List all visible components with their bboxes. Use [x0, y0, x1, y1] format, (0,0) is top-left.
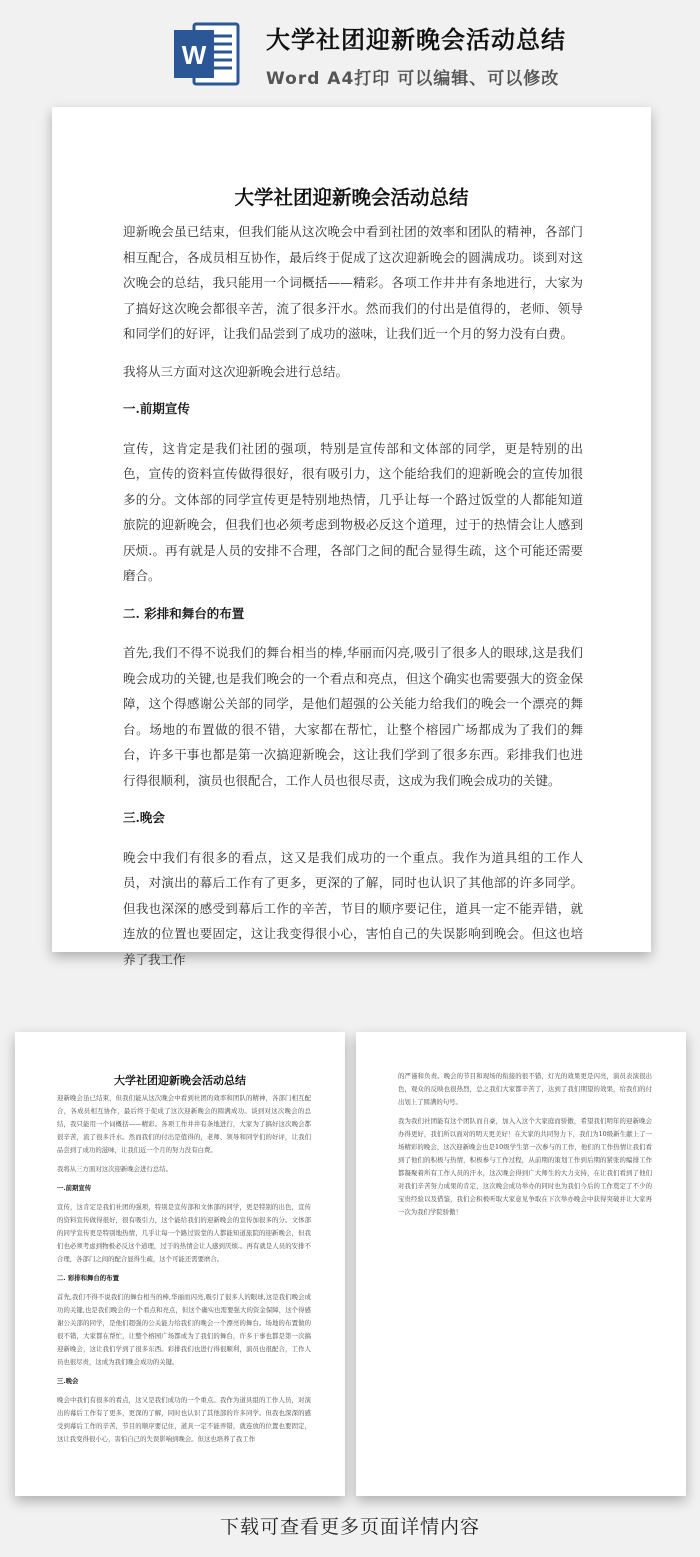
overview-paragraph: 我将从三方面对这次迎新晚会进行总结。	[123, 363, 349, 379]
document-page-preview	[52, 107, 651, 967]
header-subtitle: Word A4打印 可以编辑、可以修改	[266, 69, 560, 89]
page-thumbnail-2[interactable]	[356, 1032, 686, 1496]
document-body	[123, 219, 583, 984]
thumbnail-title: 大学社团迎新晚会活动总结	[114, 1074, 246, 1087]
thumbnail-overview: 我将从三方面对这次迎新晚会进行总结。	[57, 1165, 173, 1173]
thumbnail-2-body	[398, 1070, 652, 1225]
header-title: 大学社团迎新晚会活动总结	[266, 26, 566, 54]
thumbnail-section-2-heading: 二. 彩排和舞台的布置	[57, 1274, 119, 1282]
page-thumbnail-1[interactable]	[15, 1032, 345, 1496]
thumbnail-section-3-heading: 三.晚会	[57, 1377, 79, 1385]
section-3-heading: 三.晚会	[123, 810, 165, 825]
thumbnail-intro: 迎新晚会虽已结束，但我们能从这次晚会中看到社团的效率和团队的精神，各部门相互配合，各成员相互协作，最后终于促成了这次迎新晚会的圆满成功。谈到对这次晚会的总结，我只能用一个词概括——精彩。各项工作井井有条地进行，大家为了搞好这次晚会都很辛苦，流了很多汗水。然而我们的付出是值得的，老师、领导和同学们的好评，让我们品尝到了成功的滋味，让我们近一个月的努力没有白费。	[57, 1094, 311, 1154]
section-1-paragraph: 宣传，这肯定是我们社团的强项，特别是宣传部和文体部的同学，更是特别的出色，宣传的资料宣传做得很好，很有吸引力，这个能给我们的迎新晚会的宣传加很多的分。文体部的同学宣传更是特别地热情，几乎让每一个路过饭堂的人都能知道旅院的迎新晚会，但我们也必须考虑到物极必反这个道理，过于的热情会让人感到厌烦.。再有就是人员的安排不合理，各部门之间的配合显得生疏，这个可能还需要磨合。	[123, 440, 583, 583]
thumbnail-section-1-paragraph: 宣传，这肯定是我们社团的强项，特别是宣传部和文体部的同学，更是特别的出色，宣传的资料宣传做得很好，很有吸引力，这个能给我们的迎新晚会的宣传加很多的分。文体部的同学宣传更是特别地热情，几乎让每一个路过饭堂的人都能知道旅院的迎新晚会，但我们也必须考虑到物极必反这个道理，过于的热情会让人感到厌烦.。再有就是人员的安排不合理，各部门之间的配合显得生疏，这个可能还需要磨合。	[57, 1203, 311, 1263]
header	[0, 0, 700, 100]
word-icon-letter: W	[181, 40, 207, 70]
section-3-paragraph: 晚会中我们有很多的看点，这又是我们成功的一个重点。我作为道具组的工作人员，对演出的幕后工作有了更多，更深的了解，同时也认识了其他部的许多同学。但我也深深的感受到幕后工作的辛苦，节目的顺序要记住，道具一定不能弄错，就连放的位置也要固定，这让我变得很小心，害怕自己的失误影响到晚会。但这也培养了我工作	[123, 849, 583, 967]
section-2-heading: 二. 彩排和舞台的布置	[123, 605, 245, 621]
document-title: 大学社团迎新晚会活动总结	[234, 186, 469, 209]
intro-paragraph: 迎新晚会虽已结束，但我们能从这次晚会中看到社团的效率和团队的精神，各部门相互配合，各成员相互协作，最后终于促成了这次迎新晚会的圆满成功。谈到对这次晚会的总结，我只能用一个词概括——精彩。各项工作井井有条地进行，大家为了搞好这次晚会都很辛苦，流了很多汗水。然而我们的付出是值得的，老师、领导和同学们的好评，让我们品尝到了成功的滋味，让我们近一个月的努力没有白费。	[123, 224, 583, 341]
thumbnail-section-3-paragraph: 晚会中我们有很多的看点，这又是我们成功的一个重点。我作为道具组的工作人员，对演出的幕后工作有了更多，更深的了解，同时也认识了其他部的许多同学。但我也深深的感受到幕后工作的辛苦，节目的顺序要记住，道具一定不能弄错，就连放的位置也要固定，这让我变得很小心，害怕自己的失误影响到晚会。但这也培养了我工作	[57, 1396, 311, 1443]
thumbnail-section-1-heading: 一.前期宣传	[57, 1184, 92, 1192]
section-2-paragraph: 首先,我们不得不说我们的舞台相当的棒,华丽而闪亮,吸引了很多人的眼球,这是我们晚会成功的关键,也是我们晚会的一个看点和亮点，但这个确实也需要强大的资金保障，这个得感谢公关部的同学，是他们超强的公关能力给我们的晚会一个漂亮的舞台。场地的布置做的很不错，大家都在帮忙，让整个榕园广场都成为了我们的舞台，许多干事也都是第一次搞迎新晚会，这让我们学到了很多东西。彩排我们也进行得很顺利，演员也很配合，工作人员也很尽责，这成为我们晚会成功的关键。	[123, 645, 583, 788]
word-icon	[172, 20, 242, 88]
download-more-link[interactable]: 下载可查看更多页面详情内容	[219, 1516, 480, 1538]
thumbnail-body	[57, 1092, 311, 1452]
page-2-paragraph-1: 的严谨和负责。晚会的节目和现场的衔接的很不错，灯光的效果更是闪亮，演员表演很出色，观众的反映也很热烈，总之我们大家都辛苦了，达到了我们期望的效果，给我们的付出划上了圆满的句号。	[398, 1072, 652, 1106]
page-2-paragraph-2: 我为我们社团能有这个团队而自豪，加入入这个大家庭而骄傲，希望我们明年的迎新晚会办得更好，我们所以面对的明天更美好！在大家的共同努力下，我们为10级新生献上了一场精彩的晚会，这次迎新晚会也是10级学生第一次参与的工作，他们的工作热情让我们看到了他们的积极与热情，积极参与工作过程，从前期的策划工作到后期的紧张的编排工作都凝聚着所有工作人员的汗水，这次晚会得到广大师生的大力支持，在让我们看到了他们对我们辛苦努力成果的肯定，这次晚会成功举办的同时也为我们今后的工作奠定了不少的宝贵经验以及借鉴，我们会积极听取大家意见争取在下次举办晚会中获得突破并让大家再一次为我们学院骄傲！	[398, 1117, 652, 1216]
section-1-heading: 一.前期宣传	[123, 401, 190, 416]
thumbnail-section-2-paragraph: 首先,我们不得不说我们的舞台相当的棒,华丽而闪亮,吸引了很多人的眼球,这是我们晚会成功的关键,也是我们晚会的一个看点和亮点，但这个确实也需要强大的资金保障，这个得感谢公关部的同学，是他们超强的公关能力给我们的晚会一个漂亮的舞台。场地的布置做的很不错，大家都在帮忙，让整个榕园广场都成为了我们的舞台，许多干事也都是第一次搞迎新晚会，这让我们学到了很多东西。彩排我们也进行得很顺利，演员也很配合，工作人员也很尽责，这成为我们晚会成功的关键。	[57, 1293, 311, 1366]
